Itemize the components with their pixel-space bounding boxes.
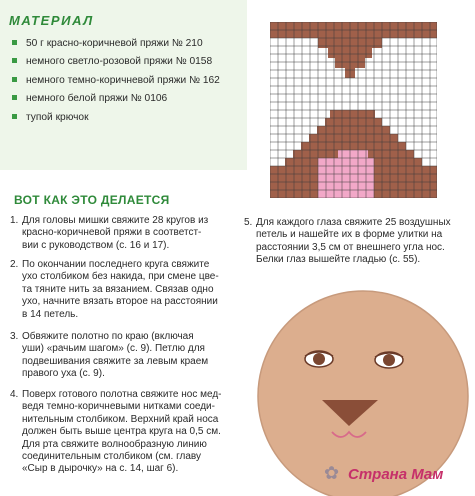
material-item: немного темно-коричневой пряжи № 162 bbox=[12, 75, 246, 87]
left-eye-icon bbox=[305, 351, 333, 367]
material-item: немного белой пряжи № 0106 bbox=[12, 93, 246, 105]
step-text: По окончании последнего круга свяжите ухо столбиком без накида, при смене цве- та тяните нить за вязанием. Связав одно ухо, начните вязать второе на расстоянии в 14 петель. bbox=[22, 259, 219, 320]
step-text: Поверх готового полотна свяжите нос мед- ведя темно-коричневыми нитками соеди- нительным столбиком. Верхний край носа должен быть выше центра круга на 0,5 см. Для рта свяжите волнообразную линию соединительным столбиком (см. главу «Сыр в дырочку» на с. 14, шаг 6). bbox=[22, 389, 222, 475]
square-bullet-icon bbox=[12, 114, 17, 119]
step-number: 1. bbox=[10, 215, 19, 226]
step-number: 5. bbox=[244, 217, 253, 228]
square-bullet-icon bbox=[12, 58, 17, 63]
square-bullet-icon bbox=[12, 40, 17, 45]
bear-face-illustration bbox=[248, 286, 470, 496]
watermark: ✿ Страна Мам bbox=[324, 463, 444, 483]
step-text: Обвяжите полотно по краю (включая уши) «рачьим шагом» (с. 9). Петлю для подвешивания свяжите за левым краем правого уха (с. 9). bbox=[22, 331, 209, 380]
step-number: 4. bbox=[10, 389, 19, 400]
step-text: Для каждого глаза свяжите 25 воздушных петель и нашейте их в форме улитки на расстоянии 3,5 см от внешнего угла нос. Белки глаз вышейте гладью (с. 55). bbox=[256, 217, 451, 266]
step-text: Для головы мишки свяжите 28 кругов из красно-коричневой пряжи в соответст- вии с руководством (с. 16 и 17). bbox=[22, 215, 209, 251]
step-number: 3. bbox=[10, 331, 19, 342]
material-box bbox=[0, 0, 247, 170]
material-heading: МАТЕРИАЛ bbox=[9, 13, 94, 28]
material-item: тупой крючок bbox=[12, 112, 246, 124]
steps-heading: ВОТ КАК ЭТО ДЕЛАЕТСЯ bbox=[14, 193, 170, 207]
material-list bbox=[12, 38, 246, 130]
right-eye-icon bbox=[375, 352, 403, 368]
material-item: немного светло-розовой пряжи № 0158 bbox=[12, 56, 246, 68]
material-item: 50 г красно-коричневой пряжи № 210 bbox=[12, 38, 246, 50]
square-bullet-icon bbox=[12, 77, 17, 82]
knitting-chart bbox=[270, 22, 437, 198]
square-bullet-icon bbox=[12, 95, 17, 100]
step-number: 2. bbox=[10, 259, 19, 270]
site-logo-icon: ✿ bbox=[324, 463, 340, 483]
